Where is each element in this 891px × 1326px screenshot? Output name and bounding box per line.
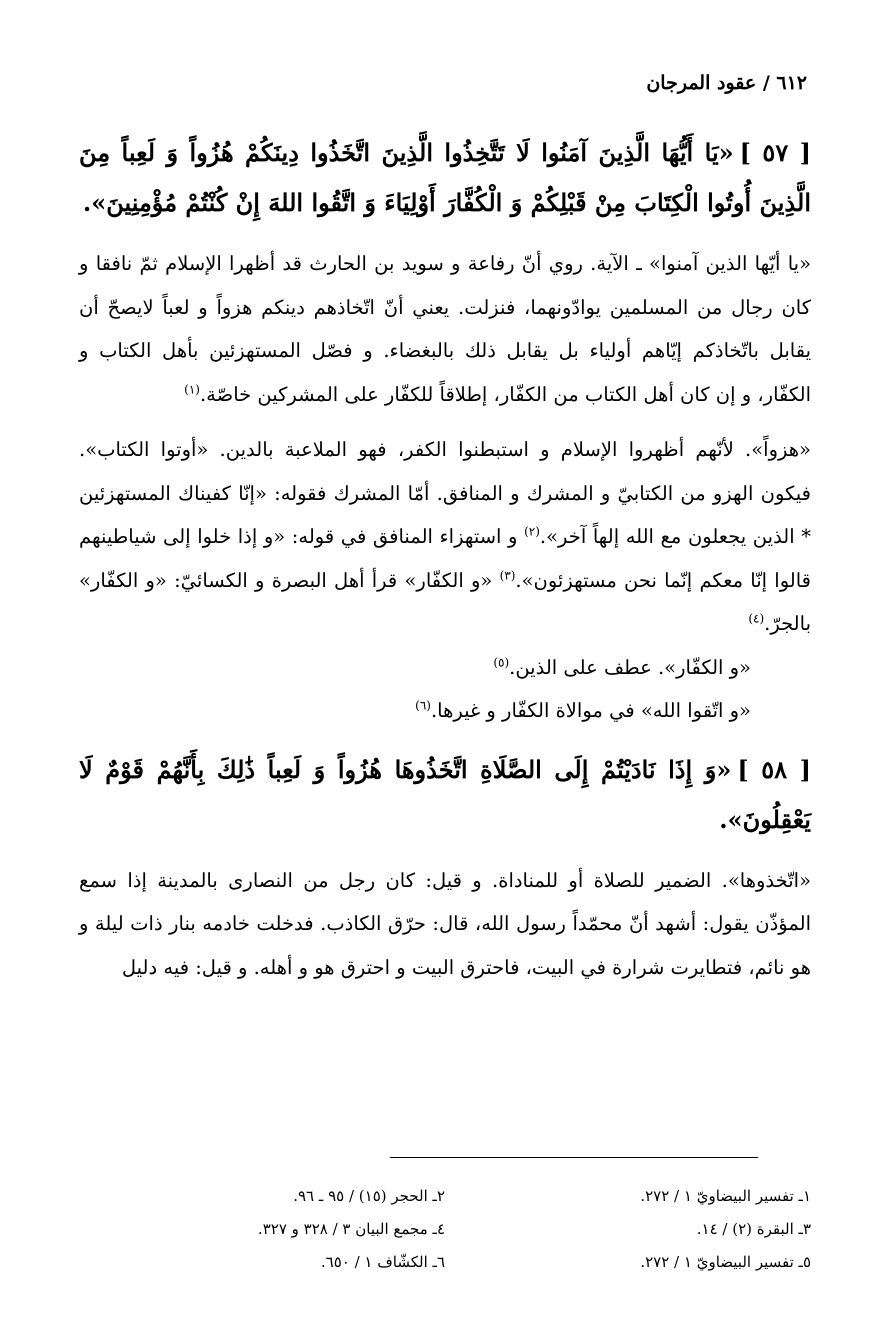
footnote-divider bbox=[390, 1157, 758, 1158]
paragraph-text: «اتّخذوها». الضمير للصلاة أو للمناداة. و قيل: كان رجل من النصارى بالمدينة إذا سمع المؤذّن يقول: أشهد أنّ محمّداً رسول الله، قال: حرّق الكاذب. فدخلت خادمه بنار ذات ليلة و هو نائم، فتطايرت شرارة في البيت، فاحترق البيت و احترق هو و أهله. و قيل: فيه دليل bbox=[79, 868, 811, 979]
footnotes bbox=[79, 1180, 811, 1279]
footnote-marker[interactable]: (٦) bbox=[415, 698, 431, 713]
footnote: ٢ـ الحجر (١٥) / ٩٥ ـ ٩٦. bbox=[293, 1187, 445, 1205]
footnote: ١ـ تفسير البيضاويّ ١ / ٢٧٢. bbox=[640, 1187, 811, 1205]
footnote-marker[interactable]: (٢) bbox=[524, 524, 540, 539]
footnote: ٦ـ الكشّاف ١ / ٦٥٠. bbox=[320, 1253, 445, 1271]
commentary-paragraph bbox=[79, 242, 811, 416]
footnote-marker[interactable]: (٥) bbox=[493, 655, 510, 669]
paragraph-text: و استهزاء المنافق في قوله: «و إذا خلوا إلى شياطينهم قالوا إنّا معكم إنّما نحن مستهزئون». bbox=[79, 525, 811, 592]
footnote: ٥ـ تفسير البيضاويّ ١ / ٢٧٢. bbox=[640, 1253, 811, 1271]
paragraph-text: «و الكفّار». عطف على الذين. bbox=[509, 655, 751, 679]
running-head: ٦١٢ / عقود المرجان bbox=[646, 72, 807, 94]
commentary-paragraph bbox=[79, 646, 811, 690]
paragraph-text: «و الكفّار» قرأ أهل البصرة و الكسائيّ: «و الكفّار» بالجرّ. bbox=[79, 568, 811, 635]
footnote-row bbox=[79, 1213, 811, 1246]
verse-number: [ ٥٧ ] bbox=[739, 138, 811, 167]
commentary-paragraph bbox=[79, 689, 811, 733]
footnote-marker[interactable]: (٤) bbox=[748, 611, 765, 626]
footnote-row bbox=[79, 1180, 811, 1213]
verse-57 bbox=[79, 128, 811, 228]
verse-58 bbox=[79, 745, 811, 845]
paragraph-text: «هزواً». لأنّهم أظهروا الإسلام و استبطنوا الكفر، فهو الملاعبة بالدين. «أوتوا الكتاب». فيكون الهزو من الكتابيّ و المشرك و المنافق. أمّا المشرك فقوله: «إنّا كفيناك المستهزئين * الذين يجعلون مع الله إلهاً آخر». bbox=[79, 438, 811, 548]
paragraph-text: «و اتّقوا الله» في موالاة الكفّار و غيرها. bbox=[430, 699, 751, 722]
paragraph-gap bbox=[79, 733, 811, 745]
verse-text: «وَ إِذَا نَادَيْتُمْ إِلَى الصَّلَاةِ اتَّخَذُوهَا هُزُواً وَ لَعِباً ذَٰلِكَ بِأَنَّهُمْ قَوْمٌ لَا يَعْقِلُونَ». bbox=[79, 754, 811, 834]
footnote-marker[interactable]: (٣) bbox=[499, 568, 516, 582]
main-text bbox=[79, 128, 811, 989]
footnote: ٤ـ مجمع البيان ٣ / ٣٢٨ و ٣٢٧. bbox=[257, 1220, 445, 1238]
paragraph-text: «يا أيّها الذين آمنوا» ـ الآية. روي أنّ رفاعة و سويد بن الحارث قد أظهرا الإسلام ثمّ نافقا و كان رجال من المسلمين يوادّونهما، فنزلت. يعني أنّ اتّخاذهم دينكم هزواً و لعباً لايصحّ أن يقابل باتّخاذكم إيّاهم أولياء بل يقابل ذلك بالبغضاء. و فصّل المستهزئين بأهل الكتاب و الكفّار، و إن كان أهل الكتاب من الكفّار، إطلاقاً للكفّار على المشركين خاصّة. bbox=[79, 252, 811, 406]
commentary-paragraph bbox=[79, 428, 811, 646]
verse-text: «يَا أَيُّهَا الَّذِينَ آمَنُوا لَا تَتَّخِذُوا الَّذِينَ اتَّخَذُوا دِينَكُمْ هُزُواً وَ لَعِباً مِنَ الَّذِينَ أُوتُوا الْكِتَابَ مِنْ قَبْلِكُمْ وَ الْكُفَّارَ أَوْلِيَاءَ وَ اتَّقُوا اللهَ إِنْ كُنْتُمْ مُؤْمِنِينَ». bbox=[79, 138, 811, 217]
verse-number: [ ٥٨ ] bbox=[737, 754, 811, 784]
footnote: ٣ـ البقرة (٢) / ١٤. bbox=[696, 1220, 811, 1238]
paragraph-gap bbox=[79, 416, 811, 428]
footnote-row bbox=[79, 1246, 811, 1279]
commentary-paragraph bbox=[79, 859, 811, 990]
footnote-marker[interactable]: (١) bbox=[184, 382, 200, 396]
